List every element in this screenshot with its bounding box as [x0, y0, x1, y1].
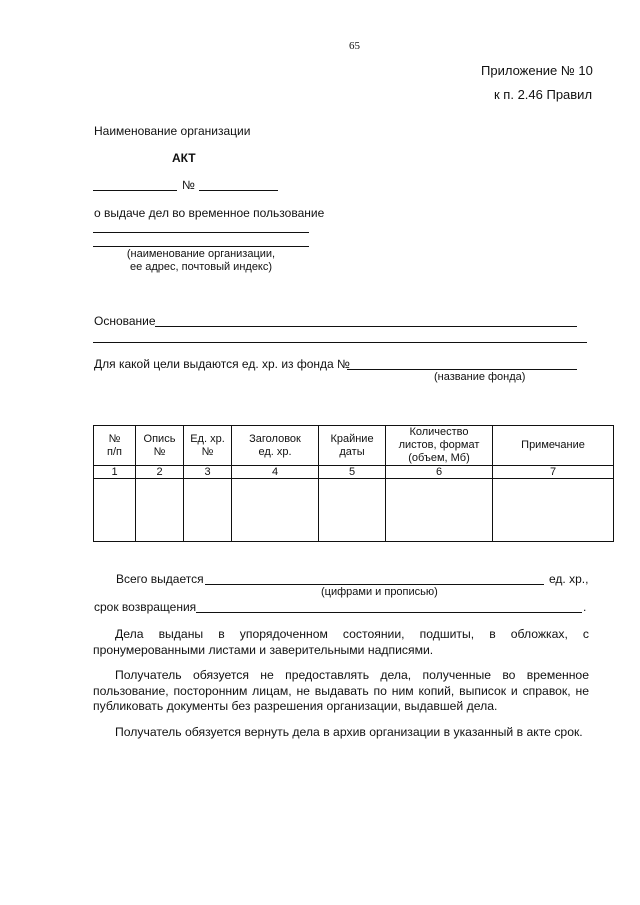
col-number: 2 [136, 466, 184, 479]
table-cell [232, 479, 319, 542]
col-number: 1 [94, 466, 136, 479]
table-cell [386, 479, 493, 542]
appendix-line-2: к п. 2.46 Правил [494, 87, 593, 102]
col-number: 6 [386, 466, 493, 479]
return-date-blank [196, 612, 582, 613]
col-header-title: Заголовок ед. хр. [232, 426, 319, 466]
col-number: 5 [319, 466, 386, 479]
org-name-blank-1 [93, 232, 309, 233]
col-header-quantity: Количество листов, формат (объем, Мб) [386, 426, 493, 466]
col-number: 7 [493, 466, 614, 479]
date-blank [93, 190, 177, 191]
col-header-dates: Крайние даты [319, 426, 386, 466]
table-cell [184, 479, 232, 542]
purpose-label: Для какой цели выдаются ед. хр. из фонда № [94, 357, 350, 371]
basis-blank-2 [93, 342, 587, 343]
table-cell [493, 479, 614, 542]
total-caption: (цифрами и прописью) [321, 586, 438, 598]
total-unit: ед. хр., [549, 572, 589, 586]
table-number-row [94, 466, 614, 479]
return-label: срок возвращения [94, 600, 197, 614]
paragraph-3: Получатель обязуется вернуть дела в архив организации в указанный в акте срок. [115, 725, 583, 739]
org-name-blank-2 [93, 246, 309, 247]
col-number: 4 [232, 466, 319, 479]
total-blank [205, 584, 544, 585]
col-header-index: № п/п [94, 426, 136, 466]
paragraph-1: Дела выданы в упорядоченном состоянии, подшиты, в обложках, с пронумерованными листами и заверительными надписями. [93, 627, 589, 657]
table-cell [94, 479, 136, 542]
col-header-inventory: Опись № [136, 426, 184, 466]
total-label: Всего выдается [116, 572, 204, 586]
document-title: АКТ [172, 151, 196, 165]
act-number-blank [199, 190, 278, 191]
org-caption-1: (наименование организации, [126, 248, 276, 260]
table-cell [136, 479, 184, 542]
col-header-note: Примечание [493, 426, 614, 466]
fund-blank [347, 369, 577, 370]
basis-blank [155, 326, 577, 327]
table-cell [319, 479, 386, 542]
number-sign: № [182, 178, 195, 192]
basis-label: Основание [94, 314, 156, 328]
document-subtitle: о выдаче дел во временное пользование [94, 206, 325, 220]
org-caption-2: ее адрес, почтовый индекс) [129, 261, 273, 273]
page-number: 65 [349, 40, 360, 52]
col-header-unit: Ед. хр. № [184, 426, 232, 466]
table-header-row [94, 426, 614, 466]
appendix-line-1: Приложение № 10 [481, 63, 593, 78]
cases-table [93, 425, 614, 542]
fund-caption: (название фонда) [434, 371, 526, 383]
return-end: . [583, 600, 587, 614]
col-number: 3 [184, 466, 232, 479]
paragraph-2: Получатель обязуется не предоставлять дела, полученные во временное пользование, посторонним лицам, не выдавать по ним копий, выписок и справок, не публиковать документы без разрешения организации, выдавшей дела. [93, 668, 589, 713]
table-empty-row [94, 479, 614, 542]
org-name-label: Наименование организации [94, 124, 251, 138]
